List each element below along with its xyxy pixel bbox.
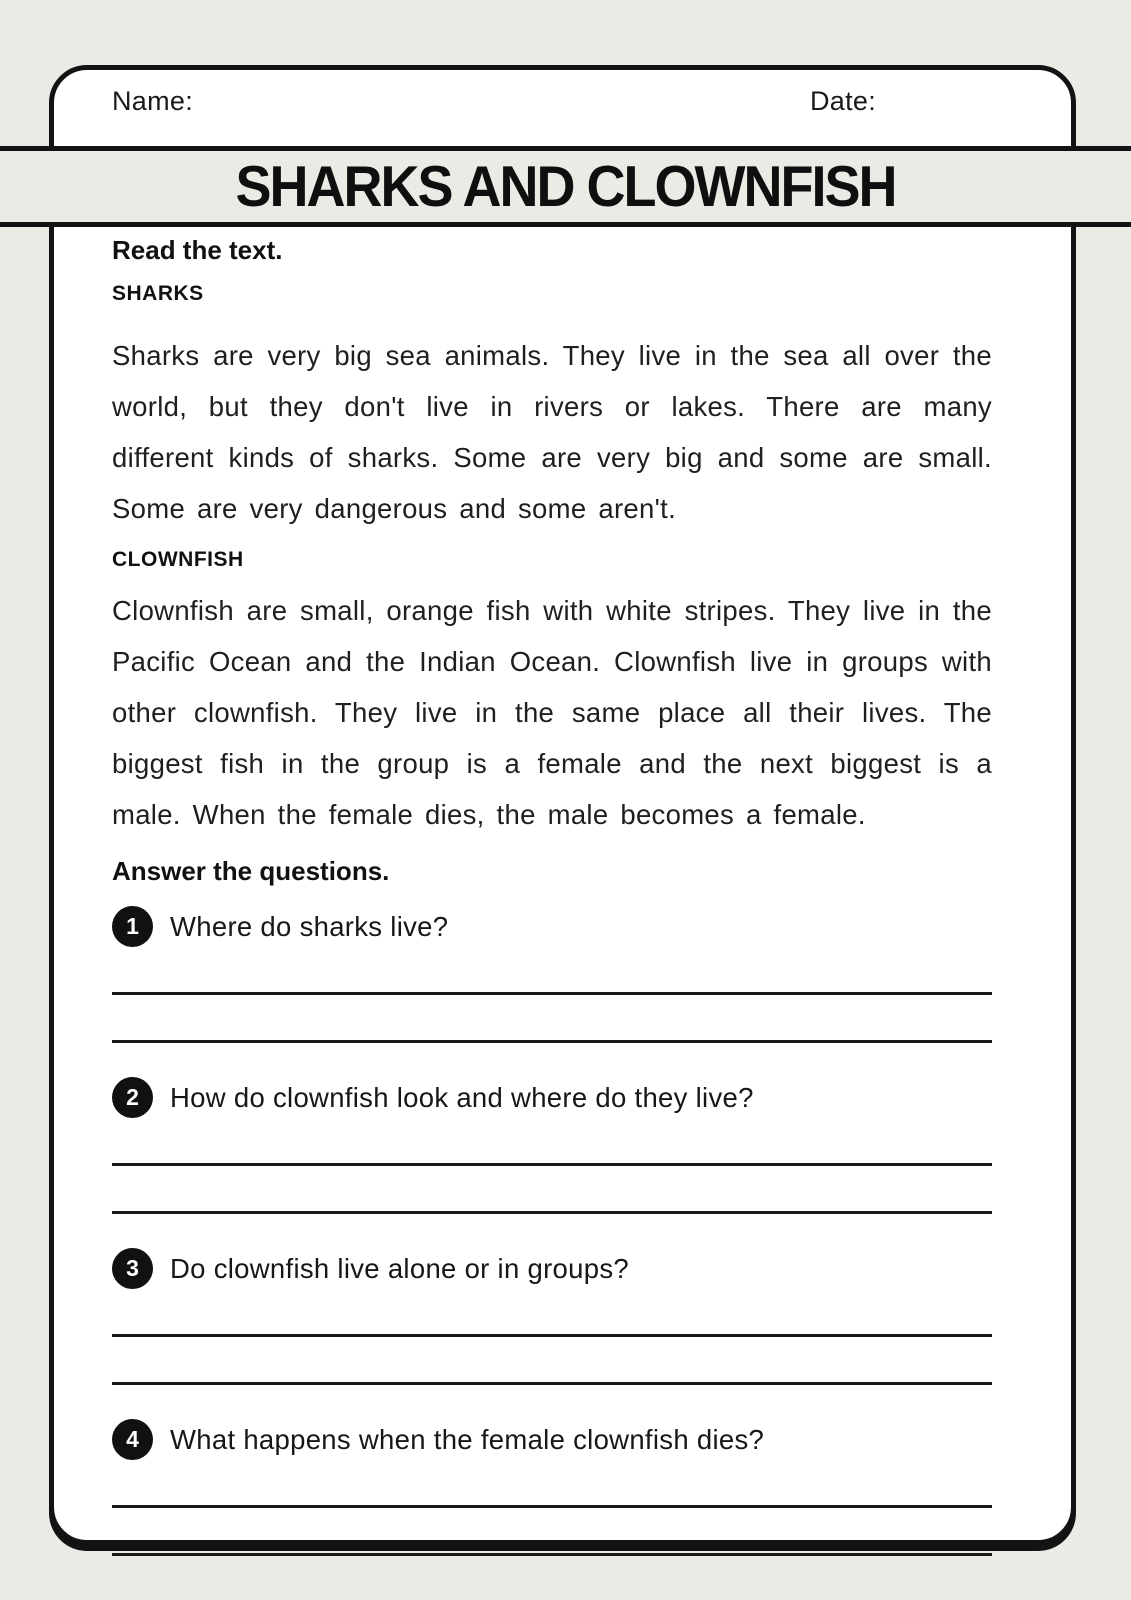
answer-line-q4-1[interactable]: [112, 1505, 992, 1508]
question-number-badge-1: 1: [112, 906, 153, 947]
question-row-1: [112, 906, 992, 947]
answer-line-q2-1[interactable]: [112, 1163, 992, 1166]
title-band: [0, 146, 1131, 227]
passage-heading-clownfish: CLOWNFISH: [112, 548, 244, 571]
answer-line-q1-1[interactable]: [112, 992, 992, 995]
question-number-badge-4: 4: [112, 1419, 153, 1460]
question-text-2: How do clownfish look and where do they live?: [170, 1081, 754, 1113]
answer-line-q3-2[interactable]: [112, 1382, 992, 1385]
answer-line-q1-2[interactable]: [112, 1040, 992, 1043]
worksheet-title: SHARKS AND CLOWNFISH: [235, 154, 896, 219]
name-label: Name:: [112, 86, 194, 116]
answer-line-q2-2[interactable]: [112, 1211, 992, 1214]
question-row-3: [112, 1248, 992, 1289]
name-date-bar: [54, 70, 1071, 118]
passage-body-sharks: Sharks are very big sea animals. They live in the sea all over the world, but they don't live in rivers or lakes. There are many different kinds of sharks. Some are very big and some are small. Some are very dangerous and some aren't.: [112, 340, 992, 524]
passage-heading-sharks: SHARKS: [112, 282, 204, 305]
question-text-4: What happens when the female clownfish dies?: [170, 1423, 765, 1455]
answer-instruction: Answer the questions.: [112, 856, 390, 886]
question-text-3: Do clownfish live alone or in groups?: [170, 1252, 629, 1284]
answer-line-q3-1[interactable]: [112, 1334, 992, 1337]
question-row-2: [112, 1077, 992, 1118]
read-instruction: Read the text.: [112, 235, 283, 265]
date-fill-area[interactable]: [894, 86, 1064, 116]
answer-line-q4-2[interactable]: [112, 1553, 992, 1556]
name-fill-area[interactable]: [193, 88, 613, 118]
question-text-1: Where do sharks live?: [170, 910, 449, 942]
question-row-4: [112, 1419, 992, 1460]
passage-body-clownfish: Clownfish are small, orange fish with white stripes. They live in the Pacific Ocean and the Indian Ocean. Clownfish live in groups with other clownfish. They live in the same place all their lives. The biggest fish in the group is a female and the next biggest is a male. When the female dies, the male becomes a female.: [112, 595, 992, 830]
worksheet-sheet: [49, 65, 1076, 1545]
question-number-badge-2: 2: [112, 1077, 153, 1118]
worksheet-content: [112, 227, 992, 1556]
date-label: Date:: [810, 86, 877, 116]
question-number-badge-3: 3: [112, 1248, 153, 1289]
